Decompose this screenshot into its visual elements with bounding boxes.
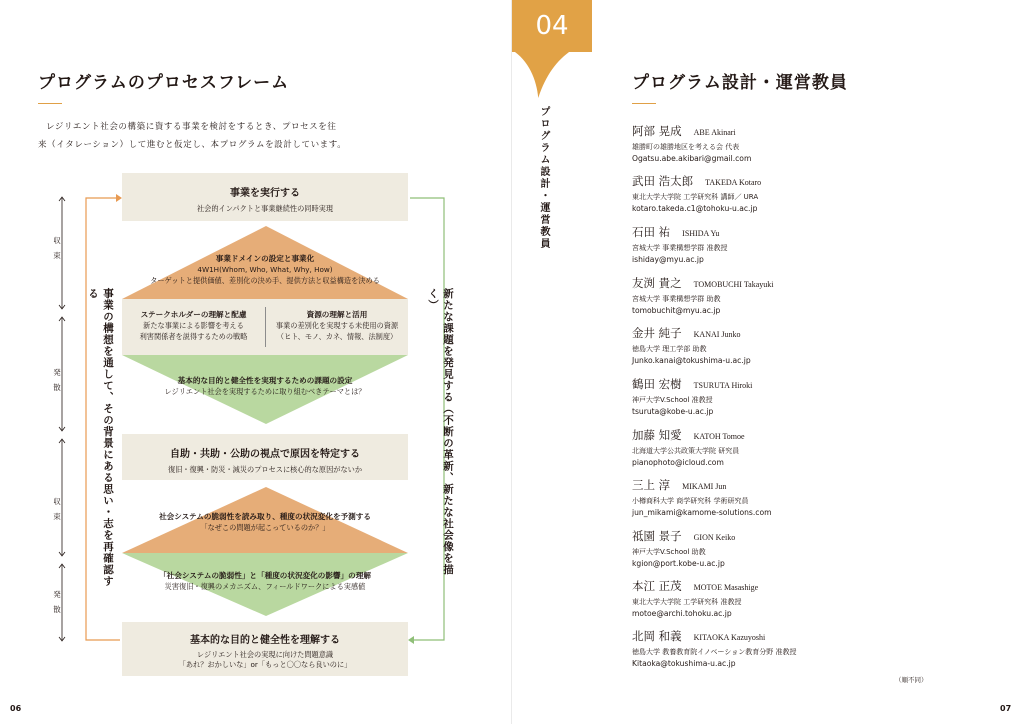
- member-item: [632, 625, 796, 669]
- member-name: 金井 純子: [632, 326, 682, 340]
- step-goal-setting-title: 基本的な目的と健全性を実現するための課題の設定: [177, 376, 353, 385]
- page-number-left: 06: [10, 704, 22, 713]
- step-identify-title: 自助・共助・公助の視点で原因を特定する: [170, 449, 360, 460]
- step-stakeholder-line1: 新たな事業による影響を考える: [143, 321, 244, 330]
- order-note: （順不同）: [895, 676, 928, 684]
- member-en-name: ISHIDA Yu: [682, 229, 720, 238]
- member-affiliation: 神戸大学V.School 准教授: [632, 396, 713, 404]
- member-item: [632, 474, 772, 518]
- member-item: [632, 221, 727, 265]
- step-goal-setting: [122, 375, 408, 397]
- right-title-rule: [632, 103, 656, 104]
- step-predict-title: 社会システムの脆弱性を読み取り、種度の状況変化を予測する: [159, 512, 371, 521]
- step-stakeholder-resource: [122, 299, 408, 355]
- step-understand-goal-line2: 「あれ？おかしいな」or「もっと〇〇なら良いのに」: [178, 660, 352, 669]
- member-name: 加藤 知愛: [632, 428, 682, 442]
- step-resource: [266, 309, 408, 342]
- section-tab: 04: [512, 0, 592, 52]
- member-email: ishiday@myu.ac.jp: [632, 255, 704, 264]
- range-arrows: [59, 197, 65, 641]
- member-name: 北岡 和義: [632, 629, 682, 643]
- range-label-converge-2: 収束: [53, 497, 61, 521]
- right-page: [512, 0, 1024, 724]
- step-domain: [122, 253, 408, 286]
- range-label-converge-1: 収束: [53, 236, 61, 260]
- member-en-name: TSURUTA Hiroki: [693, 381, 753, 390]
- member-email: Junko.kanai@tokushima-u.ac.jp: [632, 356, 751, 365]
- member-item: [632, 120, 751, 164]
- member-item: [632, 322, 751, 366]
- intro-line-1: レジリエント社会の構築に資する事業を検討をするとき、プロセスを往: [46, 122, 337, 132]
- step-stakeholder-title: ステークホルダーの理解と配慮: [140, 310, 247, 319]
- step-stakeholder-line2: 利害関係者を説得するための戦略: [139, 332, 248, 341]
- step-resource-title: 資源の理解と活用: [306, 310, 368, 319]
- member-email: Kitaoka@tokushima-u.ac.jp: [632, 659, 736, 668]
- step-domain-title: 事業ドメインの設定と事業化: [215, 254, 315, 263]
- member-email: tomobuchit@myu.ac.jp: [632, 306, 721, 315]
- member-en-name: KANAI Junko: [693, 330, 741, 339]
- member-en-name: GION Keiko: [693, 533, 736, 542]
- member-affiliation: 神戸大学V.School 助教: [632, 548, 706, 556]
- member-email: jun_mikami@kamome-solutions.com: [632, 508, 772, 517]
- member-affiliation: 小樽商科大学 商学研究科 学術研究員: [632, 497, 749, 505]
- step-stakeholder: [122, 309, 265, 342]
- member-name: 鶴田 宏樹: [632, 377, 682, 391]
- member-affiliation: 宮城大学 事業構想学群 助教: [632, 295, 721, 303]
- step-resource-line2: （ヒト、モノ、カネ、情報、法制度）: [276, 332, 398, 341]
- right-loop-arrowhead: [408, 636, 414, 644]
- member-item: [632, 373, 752, 417]
- member-name: 三上 淳: [632, 478, 671, 492]
- member-item: [632, 575, 758, 619]
- step-goal-setting-line1: レジリエント社会を実現するために取り組むべきテーマとは？: [164, 387, 366, 396]
- member-email: pianophoto@icloud.com: [632, 458, 724, 467]
- member-name: 阿部 晃成: [632, 124, 682, 138]
- member-affiliation: 徳島大学 理工学部 助教: [632, 345, 707, 353]
- page-number-right: 07: [1000, 704, 1012, 713]
- member-item: [632, 170, 761, 214]
- member-affiliation: 宮城大学 事業構想学群 准教授: [632, 244, 728, 252]
- left-vertical-text: 事業の構想を通して、その背景にある思い・志を再確認する: [87, 288, 114, 587]
- member-en-name: ABE Akinari: [693, 128, 736, 137]
- step-execute-title: 事業を実行する: [230, 188, 300, 199]
- step-predict: [122, 511, 408, 533]
- member-en-name: TOMOBUCHI Takayuki: [693, 280, 774, 289]
- member-affiliation: 東北大学大学院 工学研究科 准教授: [632, 598, 742, 606]
- member-affiliation: 北海道大学公共政策大学院 研究員: [632, 447, 740, 455]
- member-item: [632, 525, 735, 569]
- member-name: 武田 浩太郎: [632, 174, 694, 188]
- member-name: 友渕 貴之: [632, 276, 682, 290]
- step-understand-system: [122, 570, 408, 592]
- step-understand-system-title: 「社会システムの脆弱性」と「種度の状況変化の影響」の理解: [159, 571, 371, 580]
- step-resource-line1: 事業の差別化を実現する未使用の資源: [275, 321, 399, 330]
- step-domain-line2: ターゲットと提供価値、差別化の決め手、提供方法と収益構造を決める: [150, 276, 380, 285]
- step-execute: [122, 173, 408, 221]
- step-predict-line1: 「なぜこの問題が起こっているのか？」: [200, 523, 330, 532]
- member-en-name: KATOH Tomoe: [693, 432, 745, 441]
- intro-line-2: 来（イタレーション）して進むと仮定し、本プログラムを設計しています。: [38, 140, 347, 150]
- member-name: 石田 祐: [632, 225, 671, 239]
- member-name: 祗園 景子: [632, 529, 682, 543]
- member-email: Ogatsu.abe.akibari@gmail.com: [632, 154, 752, 163]
- step-understand-system-line1: 災害復旧・復興のメカニズム、フィールドワークによる実感値: [164, 582, 366, 591]
- step-understand-goal-line1: レジリエント社会の実現に向けた問題意識: [196, 650, 334, 659]
- member-item: [632, 424, 745, 468]
- member-en-name: MIKAMI Jun: [682, 482, 727, 491]
- section-vertical-title: プログラム設計・運営教員: [538, 106, 549, 250]
- step-identify-sub: 復旧・復興・防災・減災のプロセスに核心的な原因がないか: [167, 465, 363, 474]
- range-label-diverge-2: 発散: [53, 590, 61, 614]
- page-title: プログラムのプロセスフレーム: [38, 73, 290, 93]
- member-email: tsuruta@kobe-u.ac.jp: [632, 407, 714, 416]
- member-item: [632, 272, 773, 316]
- step-domain-line1: 4W1H(Whom, Who, What, Why, How): [197, 265, 333, 274]
- member-email: motoe@archi.tohoku.ac.jp: [632, 609, 732, 618]
- member-en-name: MOTOE Masashige: [693, 583, 759, 592]
- section-tab-tail: [512, 50, 572, 100]
- member-affiliation: 東北大学大学院 工学研究科 講師／ URA: [632, 193, 759, 201]
- member-affiliation: 雄勝町の雄勝地区を考える会 代表: [632, 143, 740, 151]
- right-vertical-text: 新たな課題を発見する（不断の革新、新たな社会像を描く）: [427, 288, 454, 576]
- right-page-title: プログラム設計・運営教員: [632, 73, 848, 93]
- member-email: kotaro.takeda.c1@tohoku-u.ac.jp: [632, 204, 758, 213]
- member-en-name: TAKEDA Kotaro: [705, 178, 762, 187]
- step-execute-sub: 社会的インパクトと事業継続性の同時実現: [196, 204, 334, 213]
- member-en-name: KITAOKA Kazuyoshi: [693, 633, 766, 642]
- member-name: 本江 正茂: [632, 579, 682, 593]
- step-understand-goal-title: 基本的な目的と健全性を理解する: [190, 635, 340, 646]
- member-email: kgion@port.kobe-u.ac.jp: [632, 559, 725, 568]
- range-label-diverge-1: 発散: [53, 368, 61, 392]
- step-identify: [122, 434, 408, 480]
- step-understand-goal: [122, 622, 408, 676]
- member-affiliation: 徳島大学 教養教育院イノベーション教育分野 准教授: [632, 648, 797, 656]
